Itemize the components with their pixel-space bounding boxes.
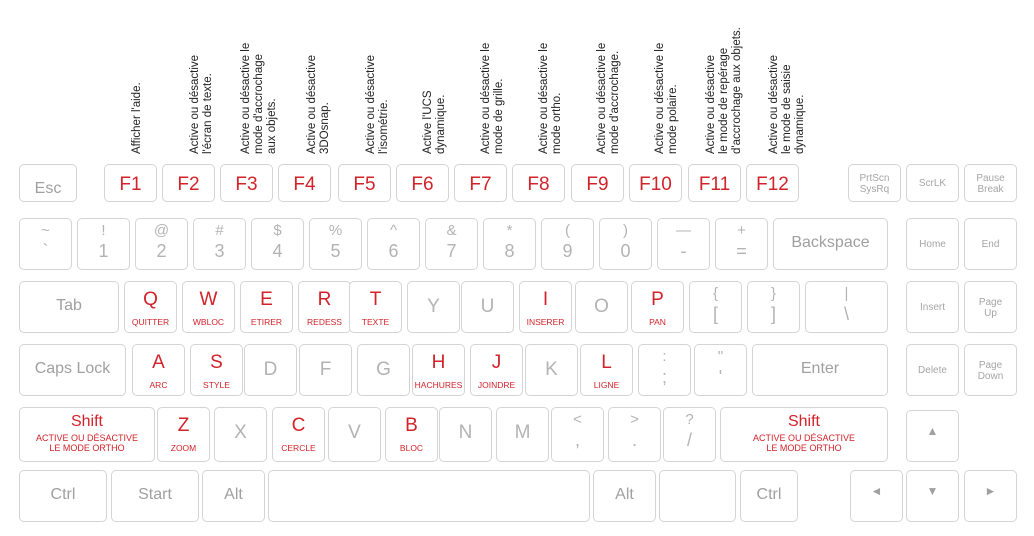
key-f12[interactable] — [746, 164, 799, 202]
key-shift-left[interactable] — [19, 407, 155, 462]
key-m[interactable] — [496, 407, 549, 462]
key-base-symbol: 0 — [620, 241, 631, 261]
key-label: Page Up — [978, 297, 1003, 319]
key-label: W — [199, 289, 218, 310]
key-base-symbol: [ — [712, 304, 718, 324]
key-shift-symbol: | — [844, 285, 849, 302]
key-base-symbol: 9 — [562, 241, 573, 261]
key-h[interactable] — [412, 344, 465, 396]
key-shift-symbol: # — [215, 222, 224, 239]
key-label: F1 — [119, 174, 142, 195]
key-label: F2 — [177, 174, 200, 195]
key-label: D — [263, 359, 278, 380]
key-label: F5 — [353, 174, 376, 195]
key-label: Page Down — [977, 360, 1004, 382]
key-o[interactable] — [575, 281, 628, 333]
fkey-note-line: Active ou désactive le — [480, 42, 492, 154]
key-arrow-up[interactable] — [906, 410, 959, 462]
key-base-symbol: . — [631, 430, 637, 450]
key-shift-symbol: $ — [273, 222, 282, 239]
key-l[interactable] — [580, 344, 633, 396]
key-label: M — [514, 422, 531, 443]
fkey-note-line: d'accrochage aux objets. — [731, 27, 743, 154]
key-label: ▼ — [926, 484, 939, 498]
key-j[interactable] — [470, 344, 523, 396]
key-q[interactable] — [124, 281, 177, 333]
key-v[interactable] — [328, 407, 381, 462]
key-command: TEXTE — [361, 317, 390, 327]
key-t[interactable] — [349, 281, 402, 333]
key-command: LIGNE — [593, 380, 620, 390]
key-f3[interactable] — [220, 164, 273, 202]
key-label: B — [405, 415, 418, 436]
key-shift-symbol: ^ — [389, 222, 398, 239]
key-arrow-right[interactable] — [964, 470, 1017, 522]
key-shift-right[interactable] — [720, 407, 888, 462]
key-shift-symbol: " — [717, 348, 724, 365]
key-pagedown[interactable] — [964, 344, 1017, 396]
key-label: ScrLK — [918, 178, 947, 189]
key-base-symbol: 2 — [156, 241, 167, 261]
key-alt-right[interactable] — [593, 470, 656, 522]
key-label: Home — [919, 239, 946, 250]
key-4[interactable] — [251, 218, 304, 270]
key-label: I — [542, 289, 549, 310]
key-f7[interactable] — [454, 164, 507, 202]
key-shift-symbol: * — [506, 222, 513, 239]
fkey-note-line: Active ou désactive — [768, 54, 780, 154]
key-y[interactable] — [407, 281, 460, 333]
key-command: ARC — [149, 380, 168, 390]
key-base-symbol: 1 — [98, 241, 109, 261]
key-pause[interactable] — [964, 164, 1017, 202]
key-comma[interactable] — [551, 407, 604, 462]
key-delete[interactable] — [906, 344, 959, 396]
key-shift-symbol: { — [712, 285, 718, 302]
key-label: Q — [143, 289, 158, 310]
key-space[interactable] — [268, 470, 590, 522]
key-d[interactable] — [244, 344, 297, 396]
key-label: U — [480, 296, 495, 317]
key-0[interactable] — [599, 218, 652, 270]
fkey-note-line: mode de grille. — [493, 78, 505, 154]
key-label: H — [431, 352, 446, 373]
key-label: Ctrl — [756, 486, 782, 503]
key-command: INSERER — [526, 317, 565, 327]
key-equal[interactable] — [715, 218, 768, 270]
key-shift-symbol: + — [737, 222, 746, 239]
key-slash[interactable] — [663, 407, 716, 462]
key-capslock[interactable] — [19, 344, 126, 396]
key-label: Ctrl — [50, 486, 76, 503]
key-pageup[interactable] — [964, 281, 1017, 333]
fkey-note-line: mode d'accrochage — [253, 53, 265, 154]
key-end[interactable] — [964, 218, 1017, 270]
key-command: ETIRER — [250, 317, 283, 327]
key-label: End — [981, 239, 1000, 250]
key-label: Alt — [615, 486, 634, 503]
key-9[interactable] — [541, 218, 594, 270]
key-f8[interactable] — [512, 164, 565, 202]
key-f11[interactable] — [688, 164, 741, 202]
key-label: L — [601, 352, 612, 373]
key-shift-symbol: : — [662, 348, 667, 365]
key-base-symbol: 4 — [272, 241, 283, 261]
key-shift-symbol: } — [770, 285, 776, 302]
key-shift-symbol: @ — [153, 222, 170, 239]
key-1[interactable] — [77, 218, 130, 270]
fkey-note-10 — [654, 43, 680, 154]
key-command: STYLE — [203, 380, 230, 390]
key-label: Esc — [34, 180, 62, 197]
fkey-note-4 — [306, 55, 332, 154]
key-command: ACTIVE OU DÉSACTIVE LE MODE ORTHO — [752, 433, 856, 453]
key-a[interactable] — [132, 344, 185, 396]
key-base-symbol: 8 — [504, 241, 515, 261]
key-r[interactable] — [298, 281, 351, 333]
key-arrow-down[interactable] — [906, 470, 959, 522]
fkey-note-5 — [365, 55, 391, 154]
key-shift-symbol: > — [630, 411, 639, 428]
key-f[interactable] — [299, 344, 352, 396]
key-label: S — [210, 352, 223, 373]
key-period[interactable] — [608, 407, 661, 462]
key-w[interactable] — [182, 281, 235, 333]
fkey-note-line: le mode de saisie — [781, 64, 793, 154]
key-label: E — [260, 289, 273, 310]
key-shift-symbol: % — [328, 222, 343, 239]
key-command: PAN — [649, 317, 666, 327]
key-command: BLOC — [399, 443, 424, 453]
key-label: X — [234, 422, 247, 443]
fkey-note-line: Active ou désactive le — [596, 42, 608, 154]
key-label: F9 — [586, 174, 609, 195]
key-f10[interactable] — [629, 164, 682, 202]
fkey-note-line: le mode de repérage — [718, 47, 730, 154]
key-label: ◄ — [870, 484, 883, 498]
key-label: N — [458, 422, 473, 443]
key-command: QUITTER — [131, 317, 170, 327]
key-label: Insert — [919, 302, 945, 313]
key-label: PrtScn SysRq — [859, 173, 890, 195]
key-base-symbol: ` — [42, 241, 49, 261]
key-c[interactable] — [272, 407, 325, 462]
key-label: P — [651, 289, 664, 310]
key-label: Delete — [918, 365, 947, 376]
key-f9[interactable] — [571, 164, 624, 202]
key-3[interactable] — [193, 218, 246, 270]
key-n[interactable] — [439, 407, 492, 462]
key-label: F3 — [235, 174, 258, 195]
key-esc[interactable] — [19, 164, 77, 202]
key-label: F12 — [756, 174, 789, 195]
key-enter[interactable] — [752, 344, 888, 396]
key-shift-symbol: ~ — [41, 222, 50, 239]
fkey-note-line: Active ou désactive — [189, 54, 201, 154]
key-k[interactable] — [525, 344, 578, 396]
key-label: Shift — [70, 413, 103, 430]
key-label: J — [491, 352, 502, 373]
key-label: Backspace — [791, 234, 870, 251]
key-shift-symbol: & — [446, 222, 457, 239]
key-s[interactable] — [190, 344, 243, 396]
key-label: G — [376, 359, 391, 380]
key-base-symbol: - — [680, 241, 687, 261]
key-label: Enter — [800, 360, 840, 377]
key-z[interactable] — [157, 407, 210, 462]
key-label: ► — [984, 484, 997, 498]
key-shift-symbol: ( — [565, 222, 570, 239]
fkey-note-9 — [596, 43, 622, 154]
fkey-note-line: mode ortho. — [551, 92, 563, 154]
key-label: V — [348, 422, 361, 443]
key-base-symbol: , — [574, 430, 580, 450]
key-f4[interactable] — [278, 164, 331, 202]
key-base-symbol: = — [736, 241, 747, 261]
key-label: Start — [138, 486, 172, 503]
key-backslash[interactable] — [805, 281, 888, 333]
key-label: K — [545, 359, 558, 380]
key-blank[interactable] — [659, 470, 736, 522]
fkey-note-line: aux objets. — [266, 98, 278, 154]
key-base-symbol: ; — [661, 367, 667, 387]
fkey-note-line: Active ou désactive le — [654, 42, 666, 154]
key-label: ▲ — [926, 424, 939, 438]
key-label: Pause Break — [976, 173, 1005, 195]
key-label: R — [317, 289, 332, 310]
key-base-symbol: 5 — [330, 241, 341, 261]
key-label: F — [319, 359, 332, 380]
key-minus[interactable] — [657, 218, 710, 270]
key-base-symbol: / — [686, 430, 692, 450]
key-base-symbol: ' — [718, 367, 723, 387]
key-e[interactable] — [240, 281, 293, 333]
key-shift-symbol: — — [676, 222, 691, 239]
key-base-symbol: 7 — [446, 241, 457, 261]
key-shift-symbol: ) — [623, 222, 628, 239]
key-quote[interactable] — [694, 344, 747, 396]
fkey-note-2 — [189, 55, 215, 154]
fkey-note-6 — [422, 90, 448, 154]
fkey-note-line: mode d'accrochage. — [609, 50, 621, 154]
key-label: F6 — [411, 174, 434, 195]
key-scrlk[interactable] — [906, 164, 959, 202]
key-label: O — [594, 296, 609, 317]
key-b[interactable] — [385, 407, 438, 462]
key-label: C — [291, 415, 306, 436]
key-semicolon[interactable] — [638, 344, 691, 396]
key-label: F8 — [527, 174, 550, 195]
key-label: Shift — [787, 413, 820, 430]
key-lbracket[interactable] — [689, 281, 742, 333]
key-f5[interactable] — [338, 164, 391, 202]
key-label: F10 — [639, 174, 672, 195]
fkey-note-line: Active ou désactive le — [538, 42, 550, 154]
key-shift-symbol: ? — [685, 411, 694, 428]
key-command: CERCLE — [281, 443, 316, 453]
fkey-note-line: Active ou désactive le — [240, 42, 252, 154]
fkey-note-3 — [240, 43, 279, 154]
key-base-symbol: \ — [843, 304, 849, 324]
key-base-symbol: ] — [770, 304, 776, 324]
key-6[interactable] — [367, 218, 420, 270]
key-f6[interactable] — [396, 164, 449, 202]
key-insert[interactable] — [906, 281, 959, 333]
key-8[interactable] — [483, 218, 536, 270]
key-shift-symbol: < — [573, 411, 582, 428]
fkey-note-line: Active ou désactive — [705, 54, 717, 154]
key-alt-left[interactable] — [202, 470, 265, 522]
key-label: F7 — [469, 174, 492, 195]
key-arrow-left[interactable] — [850, 470, 903, 522]
fkey-note-line: dynamique. — [435, 94, 447, 154]
key-rbracket[interactable] — [747, 281, 800, 333]
key-2[interactable] — [135, 218, 188, 270]
key-command: JOINDRE — [477, 380, 516, 390]
key-label: Z — [177, 415, 190, 436]
key-ctrl-right[interactable] — [740, 470, 798, 522]
key-command: ZOOM — [170, 443, 197, 453]
key-label: F4 — [293, 174, 316, 195]
key-base-symbol: 6 — [388, 241, 399, 261]
key-backspace[interactable] — [773, 218, 888, 270]
key-tab[interactable] — [19, 281, 119, 333]
fkey-note-line: Afficher l'aide. — [131, 82, 143, 154]
fkey-note-line: Active ou désactive — [306, 54, 318, 154]
key-shift-symbol: ! — [101, 222, 106, 239]
key-command: ACTIVE OU DÉSACTIVE LE MODE ORTHO — [35, 433, 139, 453]
key-i[interactable] — [519, 281, 572, 333]
fkey-note-line: dynamique. — [794, 94, 806, 154]
fkey-note-line: mode polaire. — [667, 84, 679, 154]
key-u[interactable] — [461, 281, 514, 333]
key-command: WBLOC — [192, 317, 225, 327]
key-ctrl-left[interactable] — [19, 470, 107, 522]
fkey-note-12 — [768, 55, 807, 154]
fkey-note-line: l'écran de texte. — [202, 73, 214, 154]
fkey-note-7 — [480, 43, 506, 154]
key-7[interactable] — [425, 218, 478, 270]
key-label: F11 — [698, 174, 731, 195]
key-prtscn[interactable] — [848, 164, 901, 202]
fkey-note-1 — [131, 82, 144, 154]
key-f2[interactable] — [162, 164, 215, 202]
key-tilde[interactable] — [19, 218, 72, 270]
fkey-note-8 — [538, 43, 564, 154]
key-command: REDESS — [307, 317, 342, 327]
key-p[interactable] — [631, 281, 684, 333]
key-label: T — [369, 289, 382, 310]
key-label: Tab — [56, 297, 82, 314]
key-base-symbol: 3 — [214, 241, 225, 261]
key-label: Y — [427, 296, 440, 317]
key-home[interactable] — [906, 218, 959, 270]
key-start[interactable] — [111, 470, 199, 522]
key-f1[interactable] — [104, 164, 157, 202]
key-5[interactable] — [309, 218, 362, 270]
key-g[interactable] — [357, 344, 410, 396]
fkey-note-11 — [705, 27, 744, 154]
key-command: HACHURES — [414, 380, 463, 390]
fkey-note-line: Active ou désactive — [365, 54, 377, 154]
key-label: Alt — [224, 486, 243, 503]
fkey-note-line: l'isométrie. — [378, 99, 390, 154]
key-label: Caps Lock — [34, 360, 111, 377]
fkey-note-line: Active l'UCS — [422, 90, 434, 154]
key-label: A — [152, 352, 165, 373]
key-x[interactable] — [214, 407, 267, 462]
fkey-note-line: 3DOsnap. — [319, 102, 331, 154]
